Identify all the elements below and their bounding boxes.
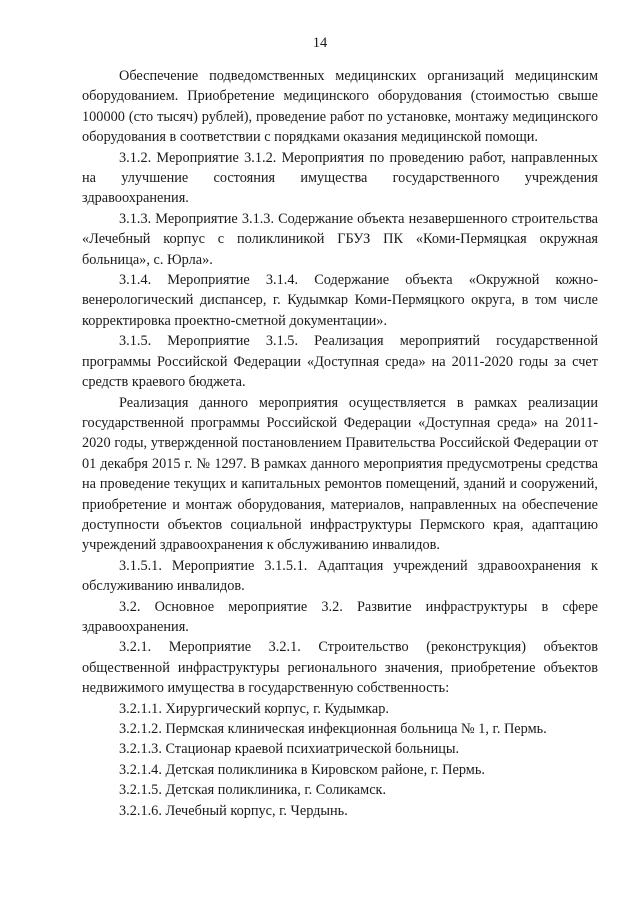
paragraph-accessible-environment: Реализация данного мероприятия осуществляется в рамках реализации государственной программы Российской Федерации «Доступная среда» на 2011-2020 годы, утвержденной постановлением Правительства Российской Федерации от 01 декабря 2015 г. № 1297. В рамках данного мероприятия предусмотрены средства на проведение текущих и капитальных ремонтов помещений, зданий и сооружений, приобретение и монтаж оборудования, материалов, направленных на обеспечение доступности объектов социальной инфраструктуры Пермского края, адаптацию учреждений здравоохранения к обслуживанию инвалидов. [82,394,598,554]
paragraph-3-1-2: 3.1.2. Мероприятие 3.1.2. Мероприятия по проведению работ, направленных на улучшение состояния имущества государственного учреждения здравоохранения. [82,149,598,207]
paragraph-3-2: 3.2. Основное мероприятие 3.2. Развитие инфраструктуры в сфере здравоохранения. [82,598,598,635]
list-item-3-2-1-5: 3.2.1.5. Детская поликлиника, г. Соликамск. [119,782,387,799]
list-item-3-2-1-4: 3.2.1.4. Детская поликлиника в Кировском районе, г. Пермь. [119,761,485,778]
list-item-3-2-1-3: 3.2.1.3. Стационар краевой психиатрической больницы. [119,741,460,758]
page-number: 14 [312,35,328,51]
list-item-3-2-1-1: 3.2.1.1. Хирургический корпус, г. Кудымкар. [119,700,389,717]
paragraph-3-1-4: 3.1.4. Мероприятие 3.1.4. Содержание объекта «Окружной кожно-венерологический диспансер, г. Кудымкар Коми-Пермяцкого округа, в том числе корректировка проектно-сметной документации». [82,272,598,329]
paragraph-3-1-5-1: 3.1.5.1. Мероприятие 3.1.5.1. Адаптация учреждений здравоохранения к обслуживанию инвалидов. [82,557,598,595]
document-body [82,66,598,821]
paragraph-3-1-3: 3.1.3. Мероприятие 3.1.3. Содержание объекта незавершенного строительства «Лечебный корпус с поликлиникой ГБУЗ ПК «Коми-Пермяцкая окружная больница», с. Юрла». [82,210,598,268]
paragraph-equipment: Обеспечение подведомственных медицинских организаций медицинским оборудованием. Приобретение медицинского оборудования (стоимостью свыше 100000 (сто тысяч) рублей), проведение работ по установке, монтажу медицинского оборудования в соответствии с порядками оказания медицинской помощи. [82,68,598,146]
paragraph-3-1-5: 3.1.5. Мероприятие 3.1.5. Реализация мероприятий государственной программы Российской Федерации «Доступная среда» на 2011-2020 годы за счет средств краевого бюджета. [82,333,598,391]
list-item-3-2-1-2: 3.2.1.2. Пермская клиническая инфекционная больница № 1, г. Пермь. [119,721,547,737]
list-item-3-2-1-6: 3.2.1.6. Лечебный корпус, г. Чердынь. [119,802,348,819]
paragraph-3-2-1: 3.2.1. Мероприятие 3.2.1. Строительство (реконструкция) объектов общественной инфраструктуры регионального значения, приобретение объектов недвижимого имущества в государственную собственность: [82,639,598,697]
